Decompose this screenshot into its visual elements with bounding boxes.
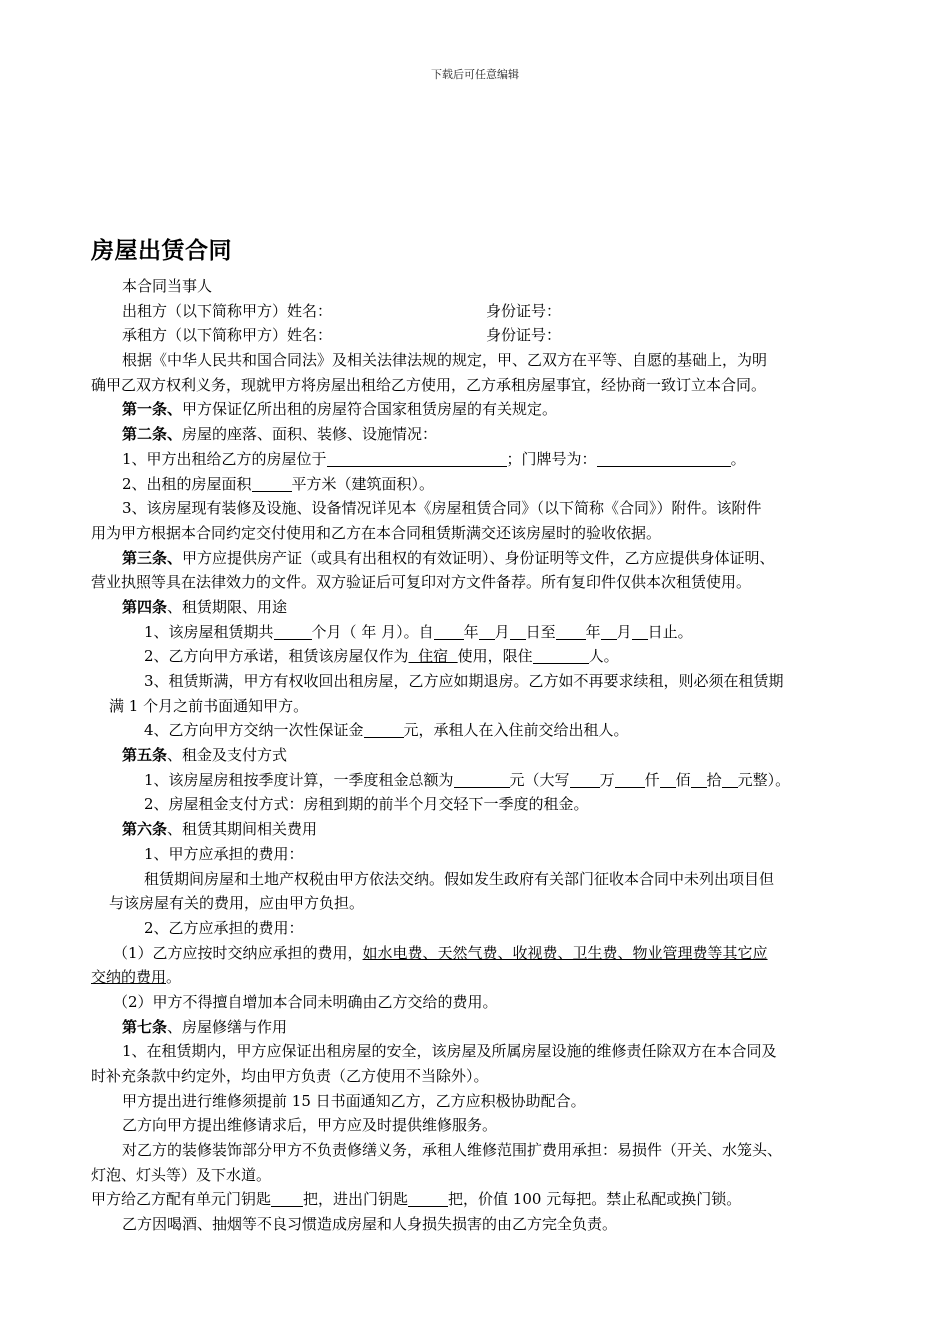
house-location-blank	[327, 450, 507, 467]
article-4-item-1-text-g: 月	[616, 622, 632, 641]
end-year-blank	[556, 623, 586, 640]
article-4	[91, 595, 871, 620]
parties-label: 本合同当事人	[122, 277, 213, 295]
article-7	[91, 1015, 871, 1040]
article-7-heading: 第七条	[122, 1017, 168, 1036]
deposit-blank	[364, 721, 404, 738]
article-5-item-1-text-g: 元整）。	[737, 770, 791, 789]
article-3-heading: 第三条、	[122, 548, 183, 567]
article-4-item-1-text-d: 月	[494, 622, 510, 641]
end-day-blank	[632, 623, 648, 640]
article-7-p6: 乙方因喝酒、抽烟等不良习惯造成房屋和人身损失损害的由乙方完全负责。	[122, 1215, 618, 1234]
article-6-sub-1-period: 。	[166, 968, 182, 987]
article-5-item-1-text-f: 拾	[706, 770, 722, 789]
article-3-line-2: 营业执照等具在法律效力的文件。双方验证后可复印对方文件备荐。所有复印件仅供本次租赁使用。	[91, 573, 752, 592]
article-4-heading: 第四条	[122, 597, 168, 616]
article-5-text: 、租金及支付方式	[167, 746, 288, 765]
rent-qian-blank	[615, 771, 645, 788]
lease-months-blank	[274, 623, 312, 640]
article-4-item-2-text-a: 2、乙方向甲方承诺，租赁该房屋仅作为	[144, 647, 409, 666]
door-key-blank	[408, 1190, 448, 1207]
article-5	[91, 743, 871, 768]
article-2-item-3-line-1: 3、该房屋现有装修及设施、设备情况详见本《房屋租赁合同》（以下简称《合同》）附件。该附件	[122, 499, 762, 518]
area-blank	[252, 475, 292, 492]
article-2-item-2	[91, 472, 871, 497]
article-2-item-2-text-b: 平方米（建筑面积）。	[291, 474, 435, 493]
article-5-item-2: 2、房屋租金支付方式：房租到期的前半个月交轻下一季度的租金。	[144, 795, 589, 814]
lessor-name-label: 出租方（以下简称甲方）姓名：	[122, 301, 333, 320]
end-month-blank	[601, 623, 617, 640]
article-1	[91, 397, 871, 422]
article-6-text: 、租赁其期间相关费用	[167, 820, 318, 839]
rent-yuan-blank	[722, 771, 738, 788]
article-5-item-1-text-d: 仟	[644, 770, 660, 789]
article-7-p4-line-1: 对乙方的装修装饰部分甲方不负责修缮义务，承租人维修范围扩费用承担：易损件（开关、水笼头、	[122, 1141, 783, 1160]
article-6-sub-1-line-2	[91, 965, 871, 990]
article-6-heading: 第六条	[122, 820, 168, 839]
article-4-item-1	[91, 620, 871, 645]
article-6-sub-1-line-1	[91, 941, 871, 966]
article-6-item-2: 2、乙方应承担的费用：	[144, 918, 304, 937]
article-1-heading: 第一条、	[122, 400, 183, 419]
article-2-text: 房屋的座落、面积、装修、设施情况：	[182, 425, 438, 444]
article-5-item-1-text-a: 1、该房屋房租按季度计算，一季度租金总额为	[144, 770, 454, 789]
lessee-line	[91, 323, 871, 348]
article-4-item-1-text-f: 年	[585, 622, 601, 641]
preamble-line-2: 确甲乙双方权利义务，现就甲方将房屋出租给乙方使用，乙方承租房屋事宜，经协商一致订立本合同。	[91, 375, 767, 394]
lessee-name-label: 承租方（以下简称甲方）姓名：	[122, 326, 333, 345]
article-7-p5-text-c: 把，价值 100 元每把。禁止私配或换门锁。	[448, 1190, 742, 1209]
tenant-fees-list-end: 交纳的费用	[91, 968, 167, 987]
article-2	[91, 422, 871, 447]
article-5-heading: 第五条	[122, 746, 168, 765]
preamble-line-1: 根据《中华人民共和国合同法》及相关法律法规的规定，甲、乙双方在平等、自愿的基础上，为明	[122, 351, 768, 370]
article-2-item-1	[91, 447, 871, 472]
usage-value: 住宿	[408, 647, 458, 666]
article-4-item-2	[91, 644, 871, 669]
article-2-item-1-text-a: 1、甲方出租给乙方的房屋位于	[122, 449, 327, 468]
article-4-item-1-text-h: 日止。	[647, 622, 693, 641]
article-2-item-1-text-c: 。	[730, 449, 746, 468]
house-number-blank	[597, 450, 731, 467]
article-6-sub-1-text: （1）乙方应按时交纳应承担的费用，	[113, 943, 363, 962]
article-7-p5-text-a: 甲方给乙方配有单元门钥匙	[91, 1190, 272, 1209]
rent-wan-blank	[570, 771, 600, 788]
lessor-line	[91, 299, 871, 324]
rent-shi-blank	[691, 771, 707, 788]
article-7-p1-line-2: 时补充条款中约定外，均由甲方负责（乙方使用不当除外）。	[91, 1067, 489, 1085]
start-year-blank	[434, 623, 464, 640]
page-title: 房屋出赁合同	[91, 237, 232, 264]
article-5-item-1-text-c: 万	[599, 770, 615, 789]
article-4-item-4-text-b: 元，承租人在入住前交给出租人。	[403, 721, 629, 740]
article-4-item-1-text-e: 日至	[525, 622, 556, 641]
lessor-id-label: 身份证号：	[486, 301, 562, 320]
article-4-item-1-text-c: 年	[463, 622, 479, 641]
article-3-text-1: 甲方应提供房产证（或具有出租权的有效证明）、身份证明等文件，乙方应提供身体证明、	[182, 548, 775, 567]
article-7-p5-text-b: 把，进出门钥匙	[303, 1190, 409, 1209]
contract-body	[91, 274, 871, 1237]
article-4-item-3-line-1: 3、租赁斯满，甲方有权收回出租房屋，乙方应如期退房。乙方如不再要求续租，则必须在租赁期	[144, 672, 784, 690]
article-4-item-3-line-2: 满 1 个月之前书面通知甲方。	[109, 696, 309, 715]
article-6-item-1: 1、甲方应承担的费用：	[144, 844, 304, 863]
article-4-text: 、租赁期限、用途	[167, 597, 288, 616]
article-5-item-1-text-b: 元（大写	[509, 770, 570, 789]
article-6	[91, 817, 871, 842]
article-3	[91, 546, 871, 571]
article-7-p4-line-2: 灯泡、灯头等）及下水道。	[91, 1165, 272, 1184]
article-5-item-1-text-e: 佰	[675, 770, 691, 789]
article-7-p3: 乙方向甲方提出维修请求后，甲方应及时提供维修服务。	[122, 1116, 498, 1135]
article-4-item-1-text-b: 个月（ 年 月）。自	[311, 622, 434, 641]
article-2-heading: 第二条、	[122, 425, 183, 444]
article-7-p1-line-1: 1、在租赁期内，甲方应保证出租房屋的安全，该房屋及所属房屋设施的维修责任除双方在本合同及	[122, 1042, 777, 1061]
article-7-p5	[91, 1187, 871, 1212]
start-day-blank	[510, 623, 526, 640]
lessee-id-label: 身份证号：	[486, 326, 562, 345]
unit-key-blank	[271, 1190, 303, 1207]
article-6-sub-2: （2）甲方不得擅自增加本合同未明确由乙方交给的费用。	[113, 992, 498, 1011]
article-6-item-1-text-line-1: 租赁期间房屋和土地产权税由甲方依法交纳。假如发生政府有关部门征收本合同中未列出项目但	[144, 869, 775, 888]
article-4-item-2-text-b: 使用，限住	[457, 647, 533, 666]
article-7-text: 、房屋修缮与作用	[167, 1017, 288, 1036]
article-4-item-4-text-a: 4、乙方向甲方交纳一次性保证金	[144, 721, 364, 740]
rent-bai-blank	[660, 771, 676, 788]
article-4-item-1-text-a: 1、该房屋租赁期共	[144, 622, 274, 641]
article-7-p2: 甲方提出进行维修须提前 15 日书面通知乙方，乙方应积极协助配合。	[122, 1091, 586, 1110]
article-4-item-4	[91, 718, 871, 743]
article-2-item-1-text-b: ；门牌号为：	[506, 449, 597, 468]
article-1-text: 甲方保证亿所出租的房屋符合国家租赁房屋的有关规定。	[182, 400, 558, 419]
article-5-item-1	[91, 768, 871, 793]
article-2-item-3-line-2: 用为甲方根据本合同约定交付使用和乙方在本合同租赁斯满交还该房屋时的验收依据。	[91, 523, 662, 542]
rent-amount-blank	[454, 771, 510, 788]
start-month-blank	[479, 623, 495, 640]
article-4-item-2-text-c: 人。	[588, 647, 619, 666]
article-6-item-1-text-line-2: 与该房屋有关的费用，应由甲方负担。	[109, 894, 365, 913]
article-2-item-2-text-a: 2、出租的房屋面积	[122, 474, 252, 493]
tenant-fees-list: 如水电费、天然气费、收视费、卫生费、物业管理费等其它应	[362, 943, 768, 962]
header-note: 下载后可任意编辑	[431, 68, 519, 81]
occupants-blank	[533, 647, 589, 664]
